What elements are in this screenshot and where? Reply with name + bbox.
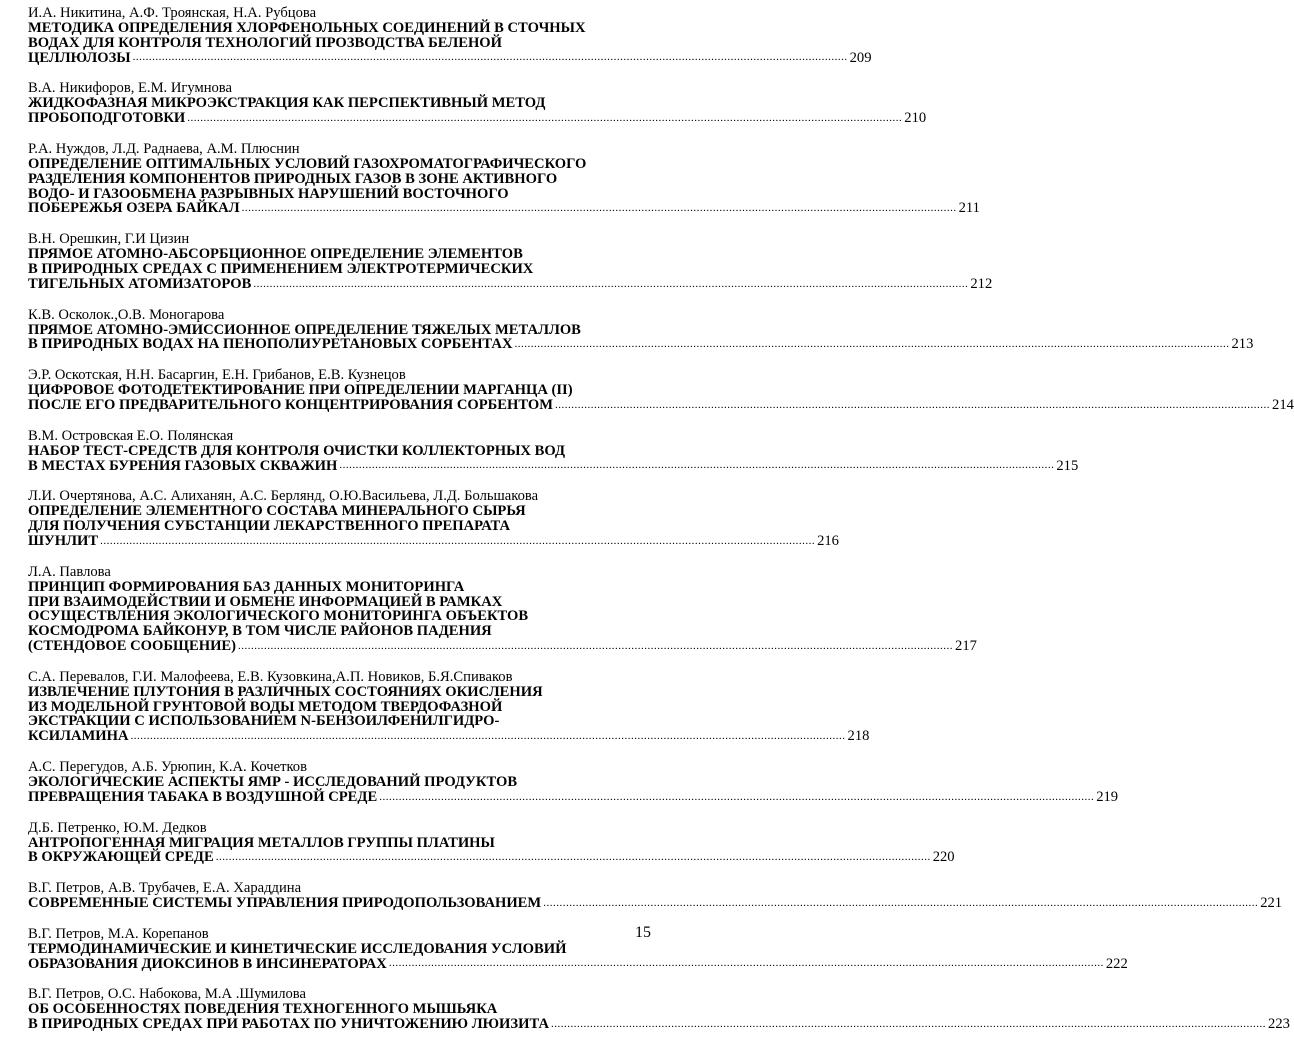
entry-title-line: НАБОР ТЕСТ-СРЕДСТВ ДЛЯ КОНТРОЛЯ ОЧИСТКИ КОЛЛЕКТОРНЫХ ВОД [28, 442, 565, 459]
toc-entry [28, 925, 1128, 972]
entry-authors: Л.А. Павлова [28, 563, 111, 580]
entry-page-number: 209 [849, 49, 872, 66]
entry-title-last-line [28, 396, 1294, 413]
entry-title-line: ЭКСТРАКЦИИ С ИСПОЛЬЗОВАНИЕМ N-БЕНЗОИЛФЕНИЛГИДРО- [28, 713, 500, 730]
entry-title-line: КОСМОДРОМА БАЙКОНУР, В ТОМ ЧИСЛЕ РАЙОНОВ ПАДЕНИЯ [28, 623, 492, 640]
entry-title-line: ОБРАЗОВАНИЯ ДИОКСИНОВ В ИНСИНЕРАТОРАХ [28, 955, 387, 972]
toc-entry [28, 880, 1283, 912]
entry-title-line: ПРИ ВЗАИМОДЕЙСТВИИ И ОБМЕНЕ ИНФОРМАЦИЕЙ В РАМКАХ [28, 593, 503, 610]
entry-title-line: ИЗ МОДЕЛЬНОЙ ГРУНТОВОЙ ВОДЫ МЕТОДОМ ТВЕРДОФАЗНОЙ [28, 698, 503, 715]
entry-title-line: В МЕСТАХ БУРЕНИЯ ГАЗОВЫХ СКВАЖИН [28, 457, 338, 474]
entry-authors: К.В. Осколок.,О.В. Моногарова [28, 306, 225, 323]
entry-title-last-line [28, 895, 1283, 912]
entry-authors: В.М. Островская Е.О. Полянская [28, 427, 234, 444]
entry-title-line: ОСУЩЕСТВЛЕНИЯ ЭКОЛОГИЧЕСКОГО МОНИТОРИНГА ОБЪЕКТОВ [28, 608, 529, 625]
entry-title-last-line [28, 457, 1079, 474]
toc-entry [28, 563, 977, 654]
dot-leader: ............................................................................................................................................................................................................................ [238, 639, 954, 652]
entry-authors: Э.Р. Оскотская, Н.Н. Басаргин, Е.Н. Грибанов, Е.В. Кузнецов [28, 367, 406, 384]
entry-title-line: ВОДАХ ДЛЯ КОНТРОЛЯ ТЕХНОЛОГИЙ ПРОЗВОДСТВА БЕЛЕНОЙ [28, 34, 503, 51]
entry-page-number: 210 [904, 110, 927, 127]
entry-title-line: ЦЕЛЛЮЛОЗЫ [28, 49, 131, 66]
entry-title-last-line [28, 49, 872, 66]
entry-title-line: ДЛЯ ПОЛУЧЕНИЯ СУБСТАНЦИИ ЛЕКАРСТВЕННОГО ПРЕПАРАТА [28, 518, 511, 535]
toc-entry [28, 5, 872, 66]
entry-title-last-line [28, 728, 870, 745]
dot-leader: ............................................................................................................................................................................................................................ [514, 338, 1230, 351]
entry-authors: В.Н. Орешкин, Г.И Цизин [28, 231, 190, 248]
toc-entry [28, 488, 839, 549]
dot-leader: ............................................................................................................................................................................................................................ [100, 534, 816, 547]
entry-title-line: ВОДО- И ГАЗООБМЕНА РАЗРЫВНЫХ НАРУШЕНИЙ ВОСТОЧНОГО [28, 185, 509, 202]
entry-title-line: СОВРЕМЕННЫЕ СИСТЕМЫ УПРАВЛЕНИЯ ПРИРОДОПОЛЬЗОВАНИЕМ [28, 895, 542, 912]
entry-page-number: 215 [1056, 457, 1079, 474]
entry-title-line: ПРЯМОЕ АТОМНО-ЭМИССИОННОЕ ОПРЕДЕЛЕНИЕ ТЯЖЕЛЫХ МЕТАЛЛОВ [28, 321, 581, 338]
entry-title-last-line [28, 336, 1254, 353]
dot-leader: ............................................................................................................................................................................................................................ [388, 957, 1104, 970]
toc-entry [28, 80, 927, 127]
entry-title-line: В ПРИРОДНЫХ СРЕДАХ ПРИ РАБОТАХ ПО УНИЧТОЖЕНИЮ ЛЮИЗИТА [28, 1016, 550, 1033]
entry-title-last-line [28, 955, 1128, 972]
entry-title-line: ОПРЕДЕЛЕНИЕ ОПТИМАЛЬНЫХ УСЛОВИЙ ГАЗОХРОМАТОГРАФИЧЕСКОГО [28, 155, 587, 172]
toc-entry [28, 668, 870, 745]
entry-title-line: ИЗВЛЕЧЕНИЕ ПЛУТОНИЯ В РАЗЛИЧНЫХ СОСТОЯНИЯХ ОКИСЛЕНИЯ [28, 683, 543, 700]
toc-entry [28, 306, 1254, 353]
entry-title-line: ПРОБОПОДГОТОВКИ [28, 110, 186, 127]
entry-authors: Р.А. Нуждов, Л.Д. Раднаева, А.М. Плюснин [28, 140, 300, 157]
entry-authors: И.А. Никитина, А.Ф. Троянская, Н.А. Рубцова [28, 5, 317, 21]
toc-entry [28, 427, 1079, 474]
toc-entry [28, 367, 1294, 413]
entry-title-line: ТЕРМОДИНАМИЧЕСКИЕ И КИНЕТИЧЕСКИЕ ИССЛЕДОВАНИЯ УСЛОВИЙ [28, 940, 567, 957]
dot-leader: ............................................................................................................................................................................................................................ [253, 277, 969, 290]
entry-title-line: ЦИФРОВОЕ ФОТОДЕТЕКТИРОВАНИЕ ПРИ ОПРЕДЕЛЕНИИ МАРГАНЦА (II) [28, 382, 573, 399]
entry-title-line: РАЗДЕЛЕНИЯ КОМПОНЕНТОВ ПРИРОДНЫХ ГАЗОВ В ЗОНЕ АКТИВНОГО [28, 170, 558, 187]
toc-entry [28, 231, 993, 292]
entry-page-number: 220 [932, 849, 955, 866]
dot-leader: ............................................................................................................................................................................................................................ [241, 202, 957, 215]
entry-page-number: 222 [1105, 955, 1128, 972]
dot-leader: ............................................................................................................................................................................................................................ [130, 729, 846, 742]
entry-authors: В.Г. Петров, М.А. Корепанов [28, 925, 209, 942]
entry-title-line: КСИЛАМИНА [28, 728, 129, 745]
entry-page-number: 218 [847, 728, 870, 745]
page-number: 15 [635, 924, 651, 941]
entry-title-line: ПРЯМОЕ АТОМНО-АБСОРБЦИОННОЕ ОПРЕДЕЛЕНИЕ ЭЛЕМЕНТОВ [28, 246, 523, 263]
entry-title-line: ТИГЕЛЬНЫХ АТОМИЗАТОРОВ [28, 275, 252, 292]
entry-page-number: 213 [1231, 336, 1254, 353]
dot-leader: ............................................................................................................................................................................................................................ [187, 111, 903, 124]
entry-authors: Л.И. Очертянова, А.С. Алиханян, А.С. Берлянд, О.Ю.Васильева, Л.Д. Большакова [28, 488, 539, 505]
entry-page-number: 214 [1272, 396, 1294, 413]
entry-page-number: 217 [955, 637, 977, 654]
entry-authors: С.А. Перевалов, Г.И. Малофеева, Е.В. Кузовкина,А.П. Новиков, Б.Я.Спиваков [28, 668, 513, 685]
dot-leader: ............................................................................................................................................................................................................................ [215, 851, 931, 864]
dot-leader: ............................................................................................................................................................................................................................ [339, 459, 1055, 472]
toc-entry [28, 140, 980, 217]
entry-page-number: 216 [817, 532, 839, 549]
entry-title-line: В ПРИРОДНЫХ СРЕДАХ С ПРИМЕНЕНИЕМ ЭЛЕКТРОТЕРМИЧЕСКИХ [28, 260, 534, 277]
entry-page-number: 212 [970, 275, 993, 292]
entry-authors: В.А. Никифоров, Е.М. Игумнова [28, 80, 232, 97]
entry-title-last-line [28, 532, 839, 549]
dot-leader: ............................................................................................................................................................................................................................ [379, 790, 1095, 803]
entry-title-line: ЖИДКОФАЗНАЯ МИКРОЭКСТРАКЦИЯ КАК ПЕРСПЕКТИВНЫЙ МЕТОД [28, 95, 546, 112]
entry-title-last-line [28, 1016, 1290, 1033]
entry-authors: Д.Б. Петренко, Ю.М. Дедков [28, 819, 207, 836]
entry-title-last-line [28, 849, 955, 866]
entry-title-line: В ОКРУЖАЮЩЕЙ СРЕДЕ [28, 849, 214, 866]
entry-title-line: В ПРИРОДНЫХ ВОДАХ НА ПЕНОПОЛИУРЕТАНОВЫХ СОРБЕНТАХ [28, 336, 513, 353]
entry-title-last-line [28, 275, 993, 292]
entry-title-line: ПРИНЦИП ФОРМИРОВАНИЯ БАЗ ДАННЫХ МОНИТОРИНГА [28, 578, 465, 595]
toc-entry [28, 758, 1119, 805]
dot-leader: ............................................................................................................................................................................................................................ [543, 896, 1259, 909]
entry-title-line: ПРЕВРАЩЕНИЯ ТАБАКА В ВОЗДУШНОЙ СРЕДЕ [28, 788, 378, 805]
dot-leader: ............................................................................................................................................................................................................................ [551, 1018, 1267, 1031]
entry-title-line: (СТЕНДОВОЕ СООБЩЕНИЕ) [28, 637, 237, 654]
entry-title-line: ОПРЕДЕЛЕНИЕ ЭЛЕМЕНТНОГО СОСТАВА МИНЕРАЛЬНОГО СЫРЬЯ [28, 503, 526, 520]
dot-leader: ............................................................................................................................................................................................................................ [555, 398, 1271, 411]
entry-page-number: 211 [958, 200, 980, 217]
entry-title-last-line [28, 637, 977, 654]
entry-authors: А.С. Перегудов, А.Б. Урюпин, К.А. Кочетков [28, 758, 307, 775]
entry-title-line: МЕТОДИКА ОПРЕДЕЛЕНИЯ ХЛОРФЕНОЛЬНЫХ СОЕДИНЕНИЙ В СТОЧНЫХ [28, 20, 586, 36]
toc-entry [28, 819, 955, 866]
dot-leader: ............................................................................................................................................................................................................................ [132, 51, 848, 64]
entry-title-last-line [28, 788, 1119, 805]
entry-authors: В.Г. Петров, А.В. Трубачев, Е.А. Хараддина [28, 880, 302, 897]
entry-title-line: ПОБЕРЕЖЬЯ ОЗЕРА БАЙКАЛ [28, 200, 240, 217]
entry-title-line: ПОСЛЕ ЕГО ПРЕДВАРИТЕЛЬНОГО КОНЦЕНТРИРОВАНИЯ СОРБЕНТОМ [28, 396, 554, 413]
toc-entry [28, 986, 1290, 1033]
entry-title-line: ЭКОЛОГИЧЕСКИЕ АСПЕКТЫ ЯМР - ИССЛЕДОВАНИЙ ПРОДУКТОВ [28, 773, 518, 790]
entry-title-last-line [28, 110, 927, 127]
entry-title-line: ШУНЛИТ [28, 532, 99, 549]
entry-authors: В.Г. Петров, О.С. Набокова, М.А .Шумилова [28, 986, 306, 1003]
entry-title-line: АНТРОПОГЕННАЯ МИГРАЦИЯ МЕТАЛЛОВ ГРУППЫ ПЛАТИНЫ [28, 834, 495, 851]
entry-page-number: 223 [1268, 1016, 1290, 1033]
entry-title-last-line [28, 200, 980, 217]
entry-page-number: 221 [1260, 895, 1283, 912]
entry-page-number: 219 [1096, 788, 1119, 805]
entry-title-line: ОБ ОСОБЕННОСТЯХ ПОВЕДЕНИЯ ТЕХНОГЕННОГО МЫШЬЯКА [28, 1001, 498, 1018]
table-of-contents [28, 5, 1294, 1048]
